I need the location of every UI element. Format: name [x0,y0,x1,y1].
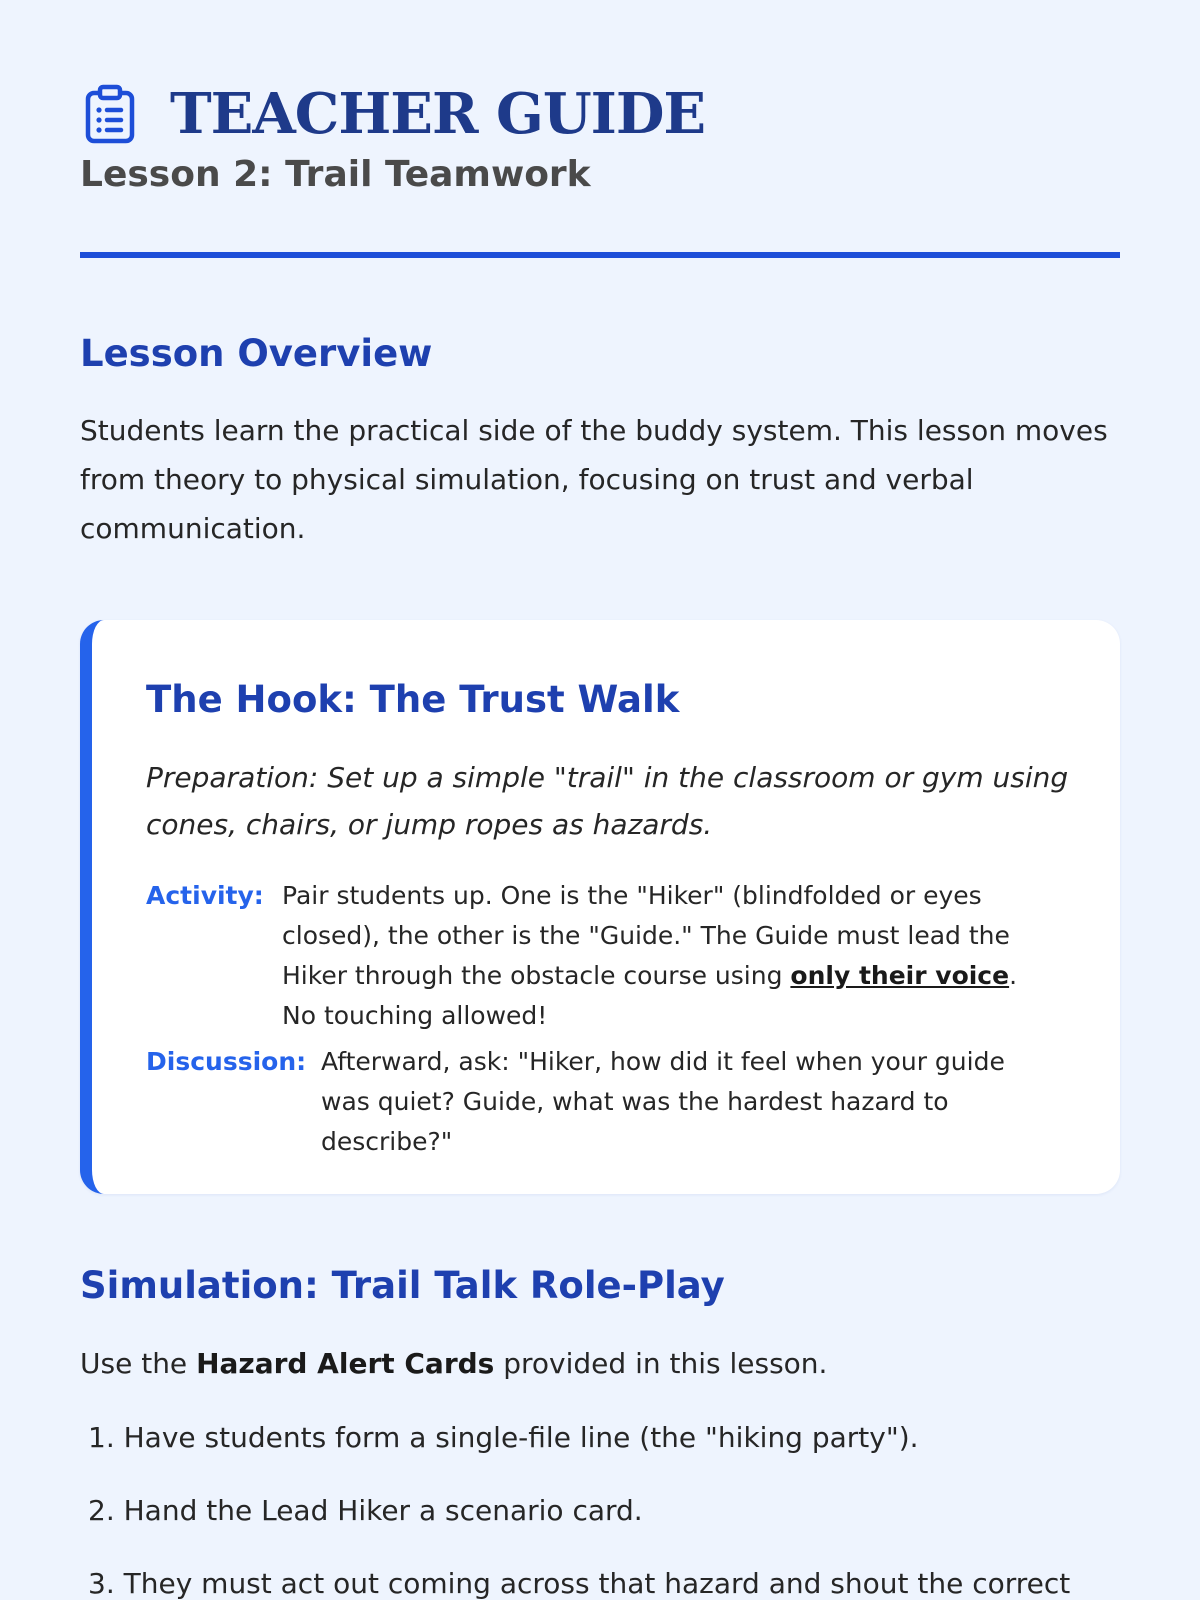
clipboard-list-icon [80,81,140,147]
title-row [80,78,1120,150]
list-item: 1. Have students form a single-file line (the "hiking party"). [88,1421,919,1454]
overview-heading: Lesson Overview [80,332,433,375]
header-divider [80,252,1120,258]
activity-description [282,876,1046,1036]
simulation-intro-before: Use the [80,1347,197,1380]
activity-text-after: . No touching allowed! [282,961,1018,1030]
simulation-intro-after: provided in this lesson. [494,1347,828,1380]
hook-card [80,620,1120,1194]
simulation-heading: Simulation: Trail Talk Role-Play [80,1264,725,1307]
list-item: 2. Hand the Lead Hiker a scenario card. [88,1494,643,1527]
list-item: 3. They must act out coming across that hazard and shout the correct [88,1567,1071,1600]
activity-text-before: Pair students up. One is the "Hiker" (blindfolded or eyes closed), the other is the "Guide." The Guide must lead the Hiker through the obstacle course using [282,881,1010,990]
lesson-subtitle: Lesson 2: Trail Teamwork [80,154,591,195]
discussion-row [146,1042,1046,1162]
preparation-note: Preparation: Set up a simple "trail" in the classroom or gym using cones, chairs, or jump ropes as hazards. [146,761,1069,841]
hazard-cards-label: Hazard Alert Cards [196,1347,495,1380]
activity-row [146,876,1046,1036]
hook-heading: The Hook: The Trust Walk [146,678,680,721]
page-title: TEACHER GUIDE [170,81,706,147]
discussion-text: Afterward, ask: "Hiker, how did it feel when your guide was quiet? Guide, what was the hardest hazard to describe?" [321,1047,1005,1156]
page-header [80,78,1120,198]
simulation-intro [80,1344,827,1384]
activity-emphasis: only their voice [790,961,1010,990]
overview-text: Students learn the practical side of the buddy system. This lesson moves from theory to physical simulation, focusing on trust and verbal communication. [80,414,1108,545]
activity-term: Activity: [146,881,264,910]
discussion-term: Discussion: [146,1047,307,1076]
simulation-steps [80,1418,1120,1600]
